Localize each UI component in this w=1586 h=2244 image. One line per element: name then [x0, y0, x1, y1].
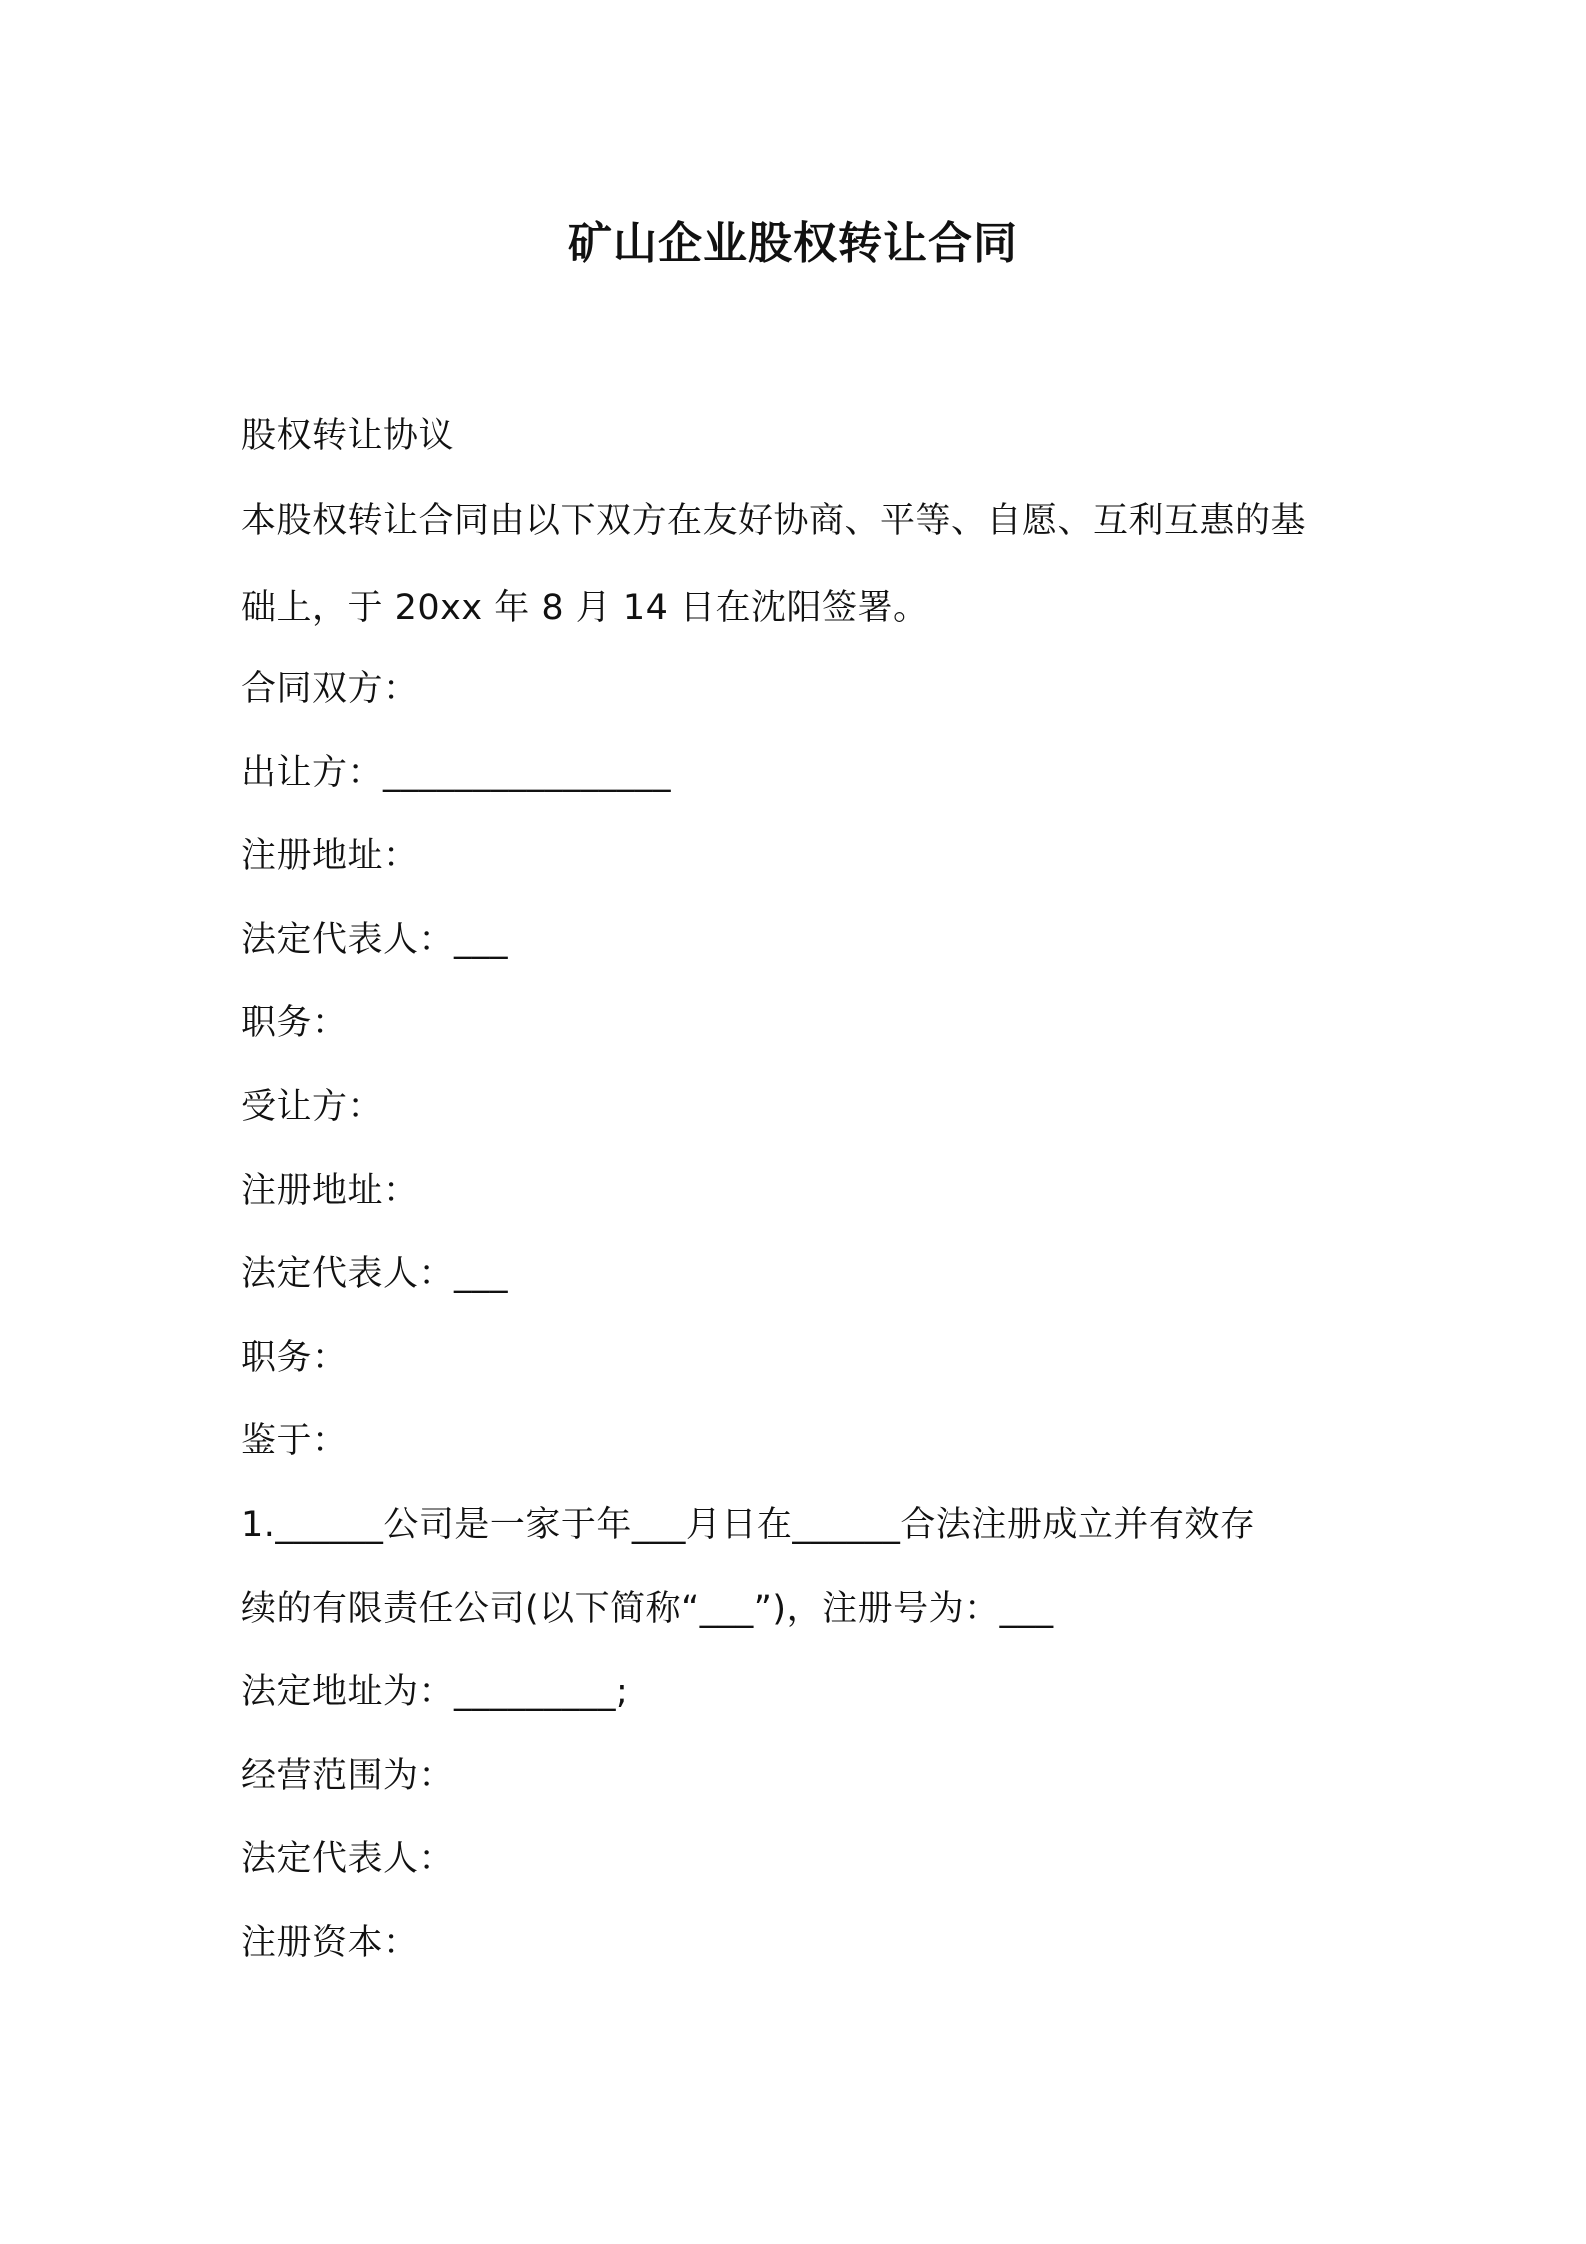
whereas-heading: 鉴于： [241, 1421, 348, 1461]
transferee-address-field: 注册地址： [241, 1171, 419, 1211]
intro-paragraph-line-2: 础上，于 20xx 年 8 月 14 日在沈阳签署。 [241, 588, 929, 628]
legal-address-field: 法定地址为：_________; [241, 1672, 629, 1712]
parties-heading: 合同双方： [241, 669, 419, 709]
intro-paragraph-line-1: 本股权转让合同由以下双方在友好协商、平等、自愿、互利互惠的基 [241, 501, 1307, 541]
transferor-address-field: 注册地址： [241, 836, 419, 876]
transferor-field: 出让方：________________ [241, 753, 672, 793]
clause-1-line-2: 续的有限责任公司(以下简称“___”)，注册号为：___ [241, 1589, 1054, 1629]
transferee-position-field: 职务： [241, 1338, 348, 1378]
transferor-position-field: 职务： [241, 1003, 348, 1043]
business-scope-field: 经营范围为： [241, 1756, 455, 1796]
document-title: 矿山企业股权转让合同 [568, 218, 1018, 269]
transferee-field: 受让方： [241, 1087, 384, 1127]
transferee-legal-rep-field: 法定代表人：___ [241, 1254, 509, 1294]
company-legal-rep-field: 法定代表人： [241, 1839, 455, 1879]
transferor-legal-rep-field: 法定代表人：___ [241, 920, 509, 960]
registered-capital-field: 注册资本： [241, 1923, 419, 1963]
section-heading: 股权转让协议 [241, 416, 455, 456]
clause-1-line-1: 1.______公司是一家于年___月日在______合法注册成立并有效存 [241, 1505, 1256, 1545]
